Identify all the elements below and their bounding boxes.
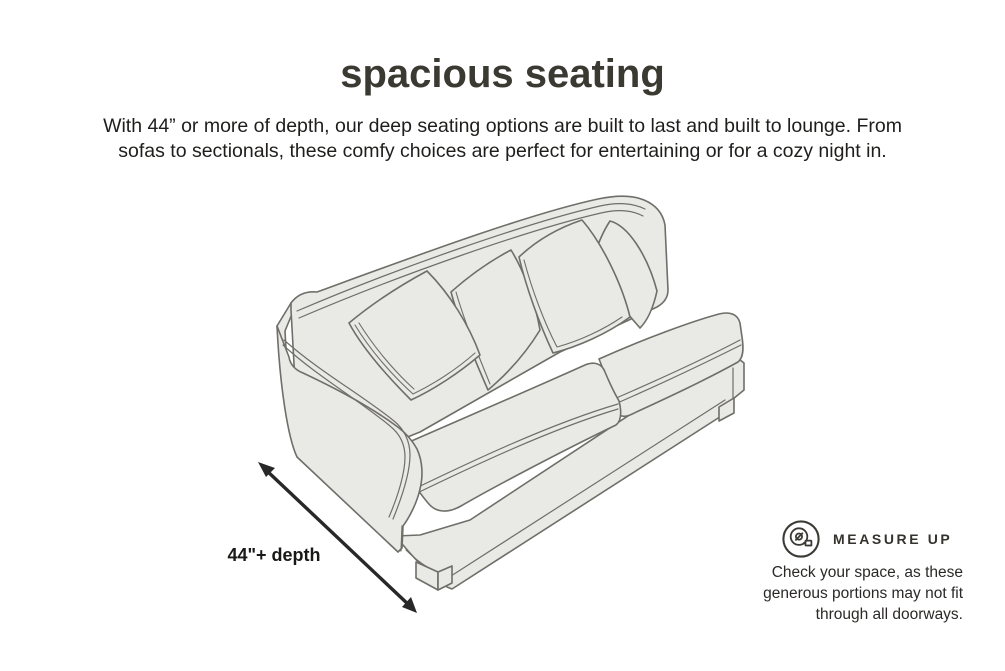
measure-up-header xyxy=(755,519,963,559)
depth-dimension-label: 44"+ depth xyxy=(227,545,321,565)
description-line-1: With 44” or more of depth, our deep seating options are built to last and built to lounge. From xyxy=(103,115,902,137)
measure-up-title: MEASURE UP xyxy=(833,531,953,547)
description-line-2: sofas to sectionals, these comfy choices are perfect for entertaining or for a cozy night in. xyxy=(118,139,887,162)
measure-up-line-1: Check your space, as these xyxy=(771,564,963,581)
measure-up-callout xyxy=(755,519,963,625)
measure-up-line-3: through all doorways. xyxy=(815,606,963,623)
measure-up-text xyxy=(755,562,963,625)
tape-measure-icon xyxy=(781,519,821,559)
page-title: spacious seating xyxy=(340,52,665,96)
measure-up-line-2: generous portions may not fit xyxy=(763,585,963,602)
